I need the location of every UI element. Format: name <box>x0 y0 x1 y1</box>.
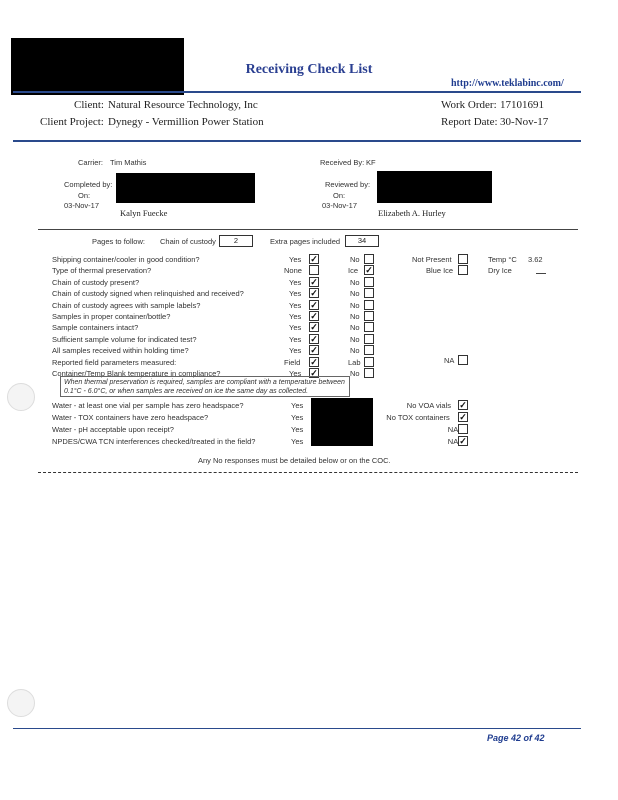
answer-label-1: Yes <box>289 289 302 298</box>
dashed-divider <box>38 472 578 473</box>
binder-hole-top <box>7 383 35 411</box>
answer-checkbox-2[interactable] <box>364 322 374 332</box>
redacted-water-answers <box>311 398 373 446</box>
project-label: Client Project: <box>40 116 104 128</box>
water-answer: Yes <box>291 437 304 446</box>
client-label: Client: <box>74 99 104 111</box>
blue-ice-checkbox[interactable] <box>458 265 468 275</box>
temp-value: 3.62 <box>528 255 543 264</box>
section-divider <box>13 140 581 142</box>
answer-label-2: No <box>350 335 360 344</box>
answer-label-2: No <box>350 323 360 332</box>
answer-label-2: Ice <box>348 266 359 275</box>
water-question: Water - at least one vial per sample has zero headspace? <box>52 401 244 410</box>
page-number: Page 42 of 42 <box>487 733 545 743</box>
checklist-question: Type of thermal preservation? <box>52 266 152 275</box>
checklist-question: Sample containers intact? <box>52 323 139 332</box>
water-side-checkbox[interactable]: ✓ <box>459 400 467 410</box>
chain-of-custody-count: 2 <box>219 235 253 247</box>
field-na-label: NA <box>444 356 455 365</box>
answer-label-2: Lab <box>348 358 361 367</box>
completed-by-label: Completed by: <box>64 180 113 189</box>
checklist-question: Chain of custody agrees with sample labels? <box>52 301 201 310</box>
answer-checkbox-2[interactable]: ✓ <box>365 265 373 275</box>
answer-label-1: Yes <box>289 335 302 344</box>
checklist-question: All samples received within holding time? <box>52 346 189 355</box>
temp-label: Temp °C <box>488 255 517 264</box>
answer-checkbox-1[interactable]: ✓ <box>310 368 318 378</box>
answer-checkbox-2[interactable] <box>364 368 374 378</box>
received-by-label: Received By: <box>320 158 365 167</box>
answer-label-2: No <box>350 301 360 310</box>
any-no-note: Any No responses must be detailed below or on the COC. <box>198 456 391 465</box>
answer-checkbox-2[interactable] <box>364 288 374 298</box>
water-side-checkbox[interactable]: ✓ <box>459 436 467 446</box>
water-side-checkbox[interactable] <box>458 424 468 434</box>
checklist-question: Shipping container/cooler in good condition? <box>52 255 200 264</box>
work-order-label: Work Order: <box>441 99 497 111</box>
project-name: Dynegy - Vermillion Power Station <box>108 116 264 128</box>
not-present-checkbox[interactable] <box>458 254 468 264</box>
water-answer: Yes <box>291 425 304 434</box>
chain-of-custody-label: Chain of custody <box>160 237 216 246</box>
client-name: Natural Resource Technology, Inc <box>108 99 258 111</box>
reviewed-by-label: Reviewed by: <box>325 180 371 189</box>
checklist-question: Reported field parameters measured: <box>52 358 177 367</box>
checklist-question: Chain of custody signed when relinquished and received? <box>52 289 244 298</box>
answer-label-1: Yes <box>289 255 302 264</box>
answer-checkbox-1[interactable]: ✓ <box>310 357 318 367</box>
answer-checkbox-1[interactable]: ✓ <box>310 334 318 344</box>
thermal-preservation-note: When thermal preservation is required, samples are compliant with a temperature between 0.1°C - 6.0°C, or when samples are received on ice the same day as collected. <box>60 376 350 397</box>
answer-checkbox-2[interactable] <box>364 334 374 344</box>
checklist-question: Samples in proper container/bottle? <box>52 312 171 321</box>
water-answer: Yes <box>291 413 304 422</box>
completed-on-label: On: <box>78 191 91 200</box>
reviewed-on-label: On: <box>333 191 346 200</box>
answer-checkbox-1[interactable]: ✓ <box>310 345 318 355</box>
checklist-question: Container/Temp Blank temperature in compliance? <box>52 369 221 378</box>
footer-divider <box>13 728 581 729</box>
answer-checkbox-2[interactable] <box>364 300 374 310</box>
reviewed-name: Elizabeth A. Hurley <box>378 208 446 218</box>
answer-label-2: No <box>350 278 360 287</box>
receipt-divider <box>38 229 578 230</box>
answer-label-1: Field <box>284 358 301 367</box>
report-date-label: Report Date: <box>441 116 498 128</box>
answer-label-1: Yes <box>289 278 302 287</box>
dry-ice-label: Dry Ice <box>488 266 512 275</box>
answer-label-2: No <box>350 255 360 264</box>
received-by-value: KF <box>366 158 376 167</box>
blue-ice-label: Blue Ice <box>426 266 454 275</box>
report-date-value: 30-Nov-17 <box>500 116 549 128</box>
answer-label-1: Yes <box>289 369 302 378</box>
answer-label-1: None <box>284 266 302 275</box>
reviewed-date: 03-Nov-17 <box>322 201 358 210</box>
water-question: Water - pH acceptable upon receipt? <box>52 425 174 434</box>
answer-checkbox-2[interactable] <box>364 311 374 321</box>
answer-checkbox-2[interactable] <box>364 345 374 355</box>
redacted-signature-reviewed <box>377 171 492 203</box>
header-divider <box>13 91 581 93</box>
water-side-label: NA <box>447 425 459 434</box>
completed-name: Kalyn Fuecke <box>120 208 168 218</box>
water-side-label: No TOX containers <box>386 413 450 422</box>
extra-pages-count: 34 <box>345 235 379 247</box>
answer-label-1: Yes <box>289 301 302 310</box>
extra-pages-label: Extra pages included <box>270 237 341 246</box>
water-question: NPDES/CWA TCN interferences checked/treated in the field? <box>52 437 256 446</box>
answer-checkbox-2[interactable] <box>364 357 374 367</box>
pages-to-follow-label: Pages to follow: <box>92 237 145 246</box>
completed-date: 03-Nov-17 <box>64 201 100 210</box>
website-link[interactable]: http://www.teklabinc.com/ <box>451 78 564 89</box>
answer-label-1: Yes <box>289 346 302 355</box>
answer-label-2: No <box>350 369 360 378</box>
work-order-value: 17101691 <box>500 99 544 111</box>
carrier-label: Carrier: <box>78 158 104 167</box>
answer-label-2: No <box>350 346 360 355</box>
water-question: Water - TOX containers have zero headspace? <box>52 413 209 422</box>
not-present-label: Not Present <box>412 255 452 264</box>
water-side-label: NA <box>447 437 459 446</box>
answer-checkbox-1[interactable]: ✓ <box>310 322 318 332</box>
answer-checkbox-1[interactable]: ✓ <box>310 311 318 321</box>
water-side-checkbox[interactable]: ✓ <box>459 412 467 422</box>
answer-label-1: Yes <box>289 312 302 321</box>
answer-checkbox-1[interactable]: ✓ <box>310 277 318 287</box>
field-na-checkbox[interactable] <box>458 355 468 365</box>
redacted-signature-completed <box>116 173 255 203</box>
answer-checkbox-2[interactable] <box>364 277 374 287</box>
dry-ice-blank <box>536 273 546 274</box>
answer-label-2: No <box>350 312 360 321</box>
answer-label-2: No <box>350 289 360 298</box>
page-title: Receiving Check List <box>245 62 373 77</box>
checklist-question: Sufficient sample volume for indicated test? <box>52 335 197 344</box>
answer-checkbox-1[interactable] <box>309 265 319 275</box>
checklist-question: Chain of custody present? <box>52 278 140 287</box>
answer-checkbox-1[interactable]: ✓ <box>310 300 318 310</box>
answer-checkbox-1[interactable]: ✓ <box>310 254 318 264</box>
answer-checkbox-1[interactable]: ✓ <box>310 288 318 298</box>
water-side-label: No VOA vials <box>406 401 451 410</box>
water-answer: Yes <box>291 401 304 410</box>
binder-hole-bottom <box>7 689 35 717</box>
answer-checkbox-2[interactable] <box>364 254 374 264</box>
carrier-value: Tim Mathis <box>110 158 147 167</box>
answer-label-1: Yes <box>289 323 302 332</box>
